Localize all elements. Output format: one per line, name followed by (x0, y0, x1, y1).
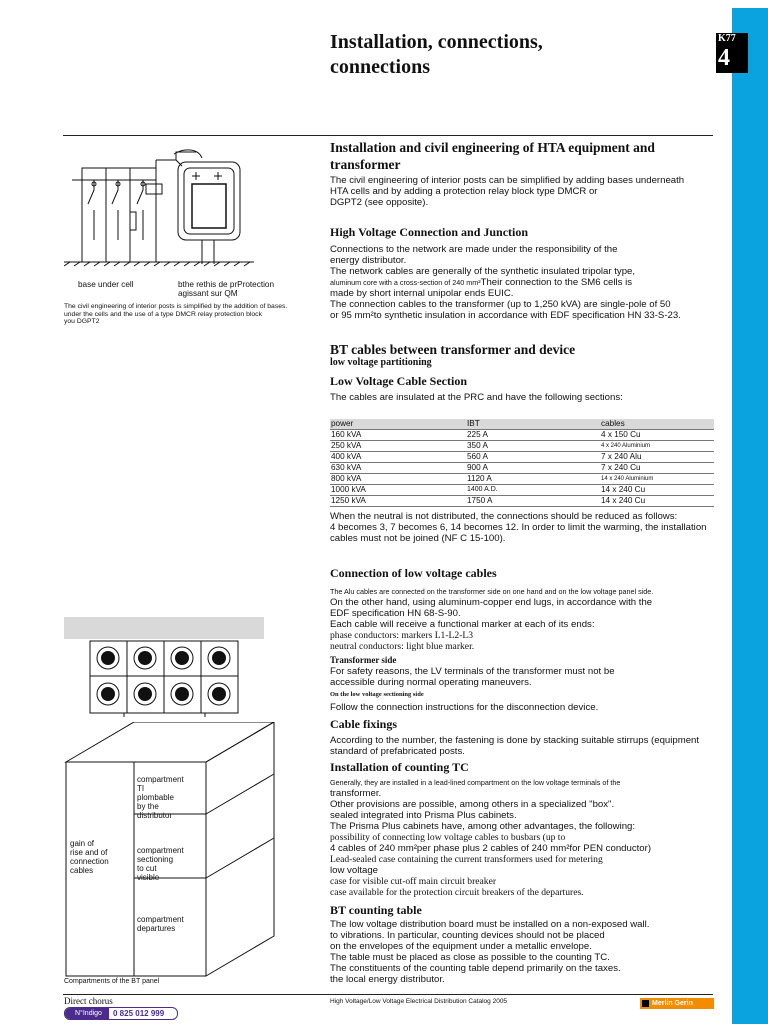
table-cell: 1750 A (466, 496, 600, 507)
section-tc-serif2: Lead-sealed case containing the current transformers used for metering (330, 854, 603, 865)
table-row (330, 485, 714, 496)
section-counting-heading: BT counting table (330, 903, 422, 917)
section-tc-serif3: case for visible cut-off main circuit breaker case available for the protection circuit breakers of the departures. (330, 876, 584, 898)
section-hv-body1: Connections to the network are made under the responsibility of the energy distributor. The network cables are generally of the synthetic insulated tripolar type, (330, 244, 636, 277)
table-cell: 7 x 240 Cu (600, 463, 714, 474)
brand-name: Merlin Gerin (652, 1000, 693, 1007)
table-row (330, 452, 714, 463)
table-row (330, 474, 714, 485)
table-cell: 160 kVA (330, 430, 466, 441)
chapter-code: K77 (718, 33, 736, 44)
base-under-cell-label: base under cell (78, 280, 134, 289)
section-lv-cable-heading: Low Voltage Cable Section (330, 374, 468, 388)
table-cell: 14 x 240 Aluminium (600, 474, 714, 485)
footer-rule (63, 994, 713, 995)
page-title-line1: Installation, connections, (330, 31, 543, 53)
hta-cells-diagram (64, 140, 314, 300)
table-cell: 800 kVA (330, 474, 466, 485)
section-hv-small: aluminum core with a cross-section of 240 mm² (330, 278, 481, 287)
section-lv-conn-body: On the other hand, using aluminum-copper end lugs, in accordance with the EDF specification HN 68-S-90. Each cable will receive a functional marker at each of its ends: (330, 597, 653, 630)
section-lv-conn-small: The Alu cables are connected on the transformer side on one hand and on the low voltage panel side. (330, 587, 654, 596)
section-tc-small: Generally, they are installed in a lead-lined compartment on the low voltage terminals of the (330, 778, 621, 787)
lv-side-heading: On the low voltage sectioning side (330, 691, 424, 698)
cable-section-table (330, 419, 714, 507)
table-cell: 1120 A (466, 474, 600, 485)
section-fixings-body: According to the number, the fastening is done by stacking suitable stirrups (equipment standard of prefabricated posts. (330, 735, 700, 757)
section-counting-body: The low voltage distribution board must be installed on a non-exposed wall. to vibrations. In particular, counting devices should not be placed on the envelopes of the equipment under a metallic envelope. The table must be placed as close as possible to the counting TC. The constituents of the counting table depend primarily on the taxes. the local energy distributor. (330, 919, 650, 985)
table-cell: 900 A (466, 463, 600, 474)
compartment-departures-label: compartment departures (137, 915, 184, 933)
table-cell: 250 kVA (330, 441, 466, 452)
section-tc-body: transformer. Other provisions are possible, among others in a specialized "box". sealed integrated into Prisma Plus cabinets. The Prisma Plus cabinets have, among other advantages, the following: (330, 788, 636, 832)
merlin-gerin-logo (640, 998, 714, 1009)
indigo-label: N°Indigo (65, 1008, 109, 1019)
table-header-row (330, 419, 714, 430)
section-lv-conn-phase: phase conductors: markers L1-L2-L3 (330, 630, 474, 641)
table-cell: 350 A (466, 441, 600, 452)
table-cell: 7 x 240 Alu (600, 452, 714, 463)
section-lv-conn-heading: Connection of low voltage cables (330, 566, 497, 580)
table-header-cell: power (330, 419, 466, 430)
section-lv-conn-neutral: neutral conductors: light blue marker. (330, 641, 475, 652)
compartment-ti-label: compartment TI plombable by the distributor (137, 775, 184, 820)
header-rule (63, 135, 713, 136)
lv-side-body: Follow the connection instructions for the disconnection device. (330, 702, 599, 713)
direct-chorus-label: Direct chorus (64, 996, 113, 1006)
protection-label: bthe rethis de prProtection agissant sur QM (178, 280, 275, 298)
section-hv-small-rest: Their connection to the SM6 cells is (480, 277, 633, 288)
table-cell: 4 x 240 Aluminium (600, 441, 714, 452)
compartment-sectioning-label: compartment sectioning to cut visible (137, 846, 184, 882)
riser-label: gain of rise and of connection cables (70, 839, 109, 875)
brand-square-icon (642, 1000, 649, 1007)
chapter-number: 4 (718, 45, 730, 71)
section-hv-body2: made by short internal unipolar ends EUIC. The connection cables to the transformer (up to 1,250 kVA) are single-pole of 50 or 95 mm²to synthetic insulation in accordance with EDF specification HN 33-S-23. (330, 288, 681, 321)
relay-block (146, 184, 162, 194)
neutral-note: When the neutral is not distributed, the connections should be reduced as follows: 4 becomes 3, 7 becomes 6, 14 becomes 12. In order to limit the warming, the installation cables must not be joined (NF C 15-100). (330, 511, 707, 544)
terminal-top-bar (64, 617, 264, 639)
section-bt-subheading: low voltage partitioning (330, 357, 432, 368)
catalog-footer: High Voltage/Low Voltage Electrical Distribution Catalog 2005 (330, 998, 508, 1005)
chapter-tab (716, 33, 748, 73)
diagram3-caption: Compartments of the BT panel (64, 978, 160, 985)
transformer-side-heading: Transformer side (330, 655, 397, 665)
table-cell: 225 A (466, 430, 600, 441)
cabinet-top (66, 722, 274, 762)
section-hta-heading: Installation and civil engineering of HTA equipment and transformer (330, 140, 655, 172)
section-bt-heading: BT cables between transformer and device (330, 342, 576, 357)
table-cell: 560 A (466, 452, 600, 463)
page-title-line2: connections (330, 56, 430, 78)
table-row (330, 463, 714, 474)
table-cell: 14 x 240 Cu (600, 485, 714, 496)
table-cell: 400 kVA (330, 452, 466, 463)
section-sidebar (732, 8, 768, 1024)
transformer-side-body: For safety reasons, the LV terminals of the transformer must not be accessible during normal operating maneuvers. (330, 666, 615, 688)
table-header-cell: cables (600, 419, 714, 430)
table-row (330, 441, 714, 452)
indigo-number: 0 825 012 999 (113, 1009, 165, 1018)
section-tc-heading: Installation of counting TC (330, 760, 469, 774)
section-tc-serif1: possibility of connecting low voltage cables to busbars (up to (330, 832, 566, 843)
table-cell: 630 kVA (330, 463, 466, 474)
section-tc-body3: low voltage (330, 865, 378, 876)
indigo-number-badge (64, 1007, 178, 1020)
section-hta-body: The civil engineering of interior posts can be simplified by adding bases underneath HTA cells and by adding a protection relay block type DMCR or DGPT2 (see opposite). (330, 175, 685, 208)
table-cell: 14 x 240 Cu (600, 496, 714, 507)
section-lv-cable-intro: The cables are insulated at the PRC and have the following sections: (330, 392, 623, 403)
section-fixings-heading: Cable fixings (330, 717, 398, 731)
table-row (330, 496, 714, 507)
section-tc-body2: 4 cables of 240 mm²per phase plus 2 cables of 240 mm²for PEN conductor) (330, 843, 652, 854)
diagram1-caption: The civil engineering of interior posts is simplified by the addition of bases. under the cells and the use of a type DMCR relay protection block you DGPT2 (64, 303, 288, 326)
table-cell: 4 x 150 Cu (600, 430, 714, 441)
page-title (330, 30, 710, 80)
table-cell: 1250 kVA (330, 496, 466, 507)
table-cell: 1400 A.D. (466, 485, 600, 496)
section-hv-body-small-line (330, 277, 722, 288)
table-cell: 1000 kVA (330, 485, 466, 496)
section-hv-heading: High Voltage Connection and Junction (330, 225, 529, 239)
lv-terminal-diagram (64, 617, 266, 719)
table-row (330, 430, 714, 441)
table-header-cell: IBT (466, 419, 600, 430)
